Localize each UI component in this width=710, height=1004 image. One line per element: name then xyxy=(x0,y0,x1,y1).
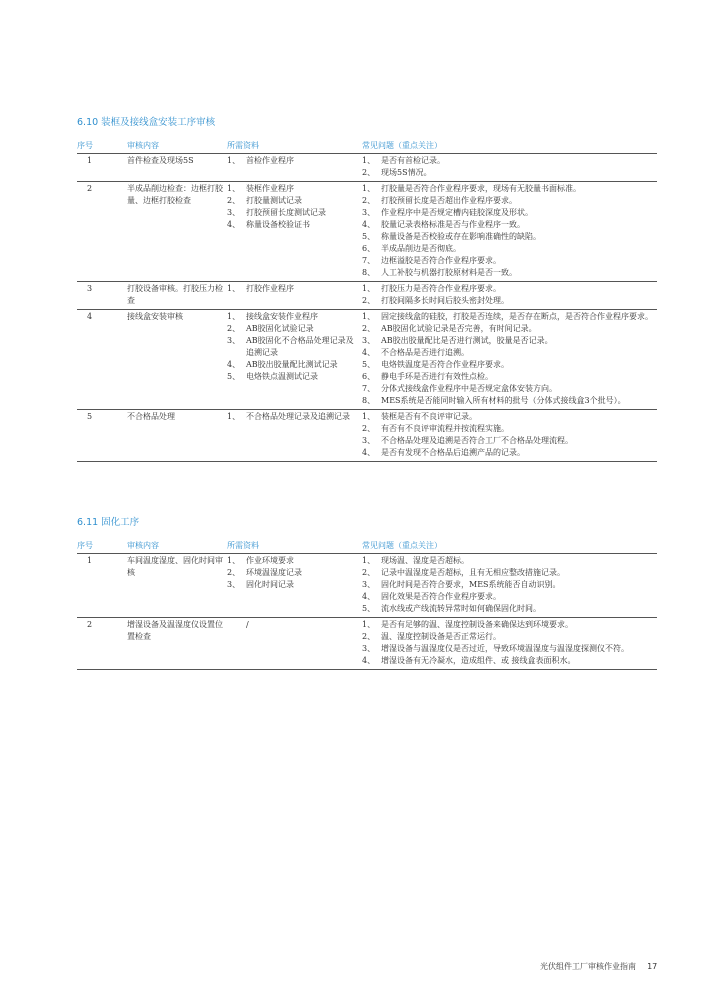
common-issues xyxy=(362,411,657,459)
item-number: 5、 xyxy=(362,232,376,241)
issue-item xyxy=(362,267,657,279)
doc-item xyxy=(227,619,358,631)
audit-content: 首件检查及现场5S xyxy=(127,156,194,165)
item-text: 是否有足够的温、湿度控制设备来确保达到环境要求。 xyxy=(381,620,573,629)
item-text: 固定接线盒的硅胶，打胶是否连续，是否存在断点，是否符合作业程序要求。 xyxy=(381,312,653,321)
item-text: 装框是否有不良评审记录。 xyxy=(381,412,477,421)
doc-item xyxy=(227,207,358,219)
table-row xyxy=(77,410,657,462)
issue-item xyxy=(362,631,657,643)
page-footer xyxy=(540,961,657,973)
section-title: 6.10 装框及接线盒安装工序审核 xyxy=(77,117,216,128)
item-number: 8、 xyxy=(362,268,376,277)
item-text: 打胶间隔多长时间后胶头密封处理。 xyxy=(381,296,509,305)
item-text: 是否有首检记录。 xyxy=(381,156,445,165)
item-text: / xyxy=(246,620,249,629)
section-title: 6.11 固化工序 xyxy=(77,517,140,528)
row-number: 4 xyxy=(87,312,93,321)
issue-item xyxy=(362,167,657,179)
item-number: 7、 xyxy=(362,256,376,265)
required-docs xyxy=(227,183,362,279)
footer-text: 光伏组件工厂审核作业指南 xyxy=(540,962,636,971)
item-number: 1、 xyxy=(362,412,376,421)
item-number: 2、 xyxy=(362,324,376,333)
item-text: AB胶固化不合格品处理记录及追溯记录 xyxy=(246,336,354,357)
issue-item xyxy=(362,567,657,579)
doc-item xyxy=(227,195,358,207)
row-number: 3 xyxy=(87,284,93,293)
item-text: AB胶出胶量配比测试记录 xyxy=(246,360,338,369)
item-number: 5、 xyxy=(362,360,376,369)
doc-item xyxy=(227,567,358,579)
issue-item xyxy=(362,347,657,359)
item-text: AB胶固化试验记录 xyxy=(246,324,314,333)
issue-item xyxy=(362,371,657,383)
issue-item xyxy=(362,243,657,255)
required-docs xyxy=(227,283,362,307)
doc-item xyxy=(227,411,358,423)
row-number: 5 xyxy=(87,412,93,421)
required-docs xyxy=(227,619,362,667)
issue-item xyxy=(362,155,657,167)
row-number: 1 xyxy=(87,156,93,165)
item-number: 7、 xyxy=(362,384,376,393)
item-text: 电烙铁温度是否符合作业程序要求。 xyxy=(381,360,509,369)
item-text: 温、湿度控制设备是否正常运行。 xyxy=(381,632,501,641)
item-text: 胶量记录表格标准是否与作业程序一致。 xyxy=(381,220,525,229)
item-number: 2、 xyxy=(227,324,241,333)
item-number: 4、 xyxy=(362,656,376,665)
item-text: 首检作业程序 xyxy=(246,156,294,165)
item-text: 流水线或产线流转异常时如何确保固化时间。 xyxy=(381,604,541,613)
issue-item xyxy=(362,335,657,347)
row-number: 1 xyxy=(87,556,93,565)
common-issues xyxy=(362,155,657,179)
item-number: 4、 xyxy=(227,360,241,369)
item-number xyxy=(227,619,246,631)
required-docs xyxy=(227,155,362,179)
issue-item xyxy=(362,311,657,323)
issue-item xyxy=(362,383,657,395)
item-number: 1、 xyxy=(227,156,241,165)
issue-item xyxy=(362,219,657,231)
item-number: 6、 xyxy=(362,244,376,253)
item-text: 打胶预留长度是否超出作业程序要求。 xyxy=(381,196,517,205)
issue-item xyxy=(362,295,657,307)
item-number: 2、 xyxy=(227,568,241,577)
column-header: 所需资料 xyxy=(227,541,259,550)
audit-content: 打胶设备审核。打胶压力检查 xyxy=(127,284,223,305)
item-text: 固化时间记录 xyxy=(246,580,294,589)
item-number: 4、 xyxy=(362,592,376,601)
table-row xyxy=(77,154,657,182)
item-text: MES系统是否能同时输入所有材料的批号（分体式接线盒3个批号）。 xyxy=(381,396,626,405)
issue-item xyxy=(362,323,657,335)
doc-item xyxy=(227,311,358,323)
item-text: 电烙铁点温测试记录 xyxy=(246,372,318,381)
item-text: 作业程序中是否规定槽内硅胶深度及形状。 xyxy=(381,208,533,217)
doc-item xyxy=(227,155,358,167)
item-text: 有否有不良评审流程并按流程实施。 xyxy=(381,424,509,433)
issue-item xyxy=(362,423,657,435)
item-number: 3、 xyxy=(362,336,376,345)
item-number: 3、 xyxy=(362,644,376,653)
item-text: 打胶量是否符合作业程序要求，现场有无胶量书面标准。 xyxy=(381,184,581,193)
audit-content: 半成品削边检查：边框打胶量、边框打胶检查 xyxy=(127,184,223,205)
audit-content: 车间温度湿度、固化时间审核 xyxy=(127,556,223,577)
issue-item xyxy=(362,283,657,295)
item-text: 分体式接线盒作业程序中是否规定盒体安装方向。 xyxy=(381,384,557,393)
item-text: 半成品削边是否彻底。 xyxy=(381,244,461,253)
issue-item xyxy=(362,603,657,615)
issue-item xyxy=(362,195,657,207)
common-issues xyxy=(362,555,657,615)
item-number: 1、 xyxy=(227,184,241,193)
audit-content: 接线盒安装审核 xyxy=(127,312,183,321)
audit-table xyxy=(77,540,657,670)
required-docs xyxy=(227,311,362,407)
doc-item xyxy=(227,579,358,591)
item-text: 人工补胶与机器打胶原材料是否一致。 xyxy=(381,268,517,277)
column-header: 常见问题（重点关注） xyxy=(362,541,442,550)
doc-item xyxy=(227,219,358,231)
row-number: 2 xyxy=(87,620,93,629)
issue-item xyxy=(362,447,657,459)
issue-item xyxy=(362,207,657,219)
page-number: 17 xyxy=(647,962,658,971)
item-number: 3、 xyxy=(227,336,241,345)
item-text: 接线盒安装作业程序 xyxy=(246,312,318,321)
table-row xyxy=(77,182,657,282)
item-number: 1、 xyxy=(227,284,241,293)
item-text: 是否有发现不合格品后追溯产品的记录。 xyxy=(381,448,525,457)
item-number: 2、 xyxy=(362,168,376,177)
item-number: 1、 xyxy=(362,184,376,193)
item-text: 边框溢胶是否符合作业程序要求。 xyxy=(381,256,501,265)
table-row xyxy=(77,310,657,410)
item-number: 3、 xyxy=(362,436,376,445)
item-number: 5、 xyxy=(227,372,241,381)
item-number: 4、 xyxy=(362,220,376,229)
audit-table xyxy=(77,140,657,462)
item-number: 1、 xyxy=(227,412,241,421)
item-text: 静电手环是否进行有效性点检。 xyxy=(381,372,493,381)
issue-item xyxy=(362,183,657,195)
item-text: 不合格品处理及追溯是否符合工厂不合格品处理流程。 xyxy=(381,436,573,445)
item-number: 1、 xyxy=(362,620,376,629)
issue-item xyxy=(362,591,657,603)
table-row xyxy=(77,554,657,618)
item-number: 2、 xyxy=(362,568,376,577)
item-number: 3、 xyxy=(227,580,241,589)
issue-item xyxy=(362,579,657,591)
item-text: 现场5S情况。 xyxy=(381,168,432,177)
item-text: AB胶出胶量配比是否进行测试，胶量是否记录。 xyxy=(381,336,553,345)
issue-item xyxy=(362,619,657,631)
issue-item xyxy=(362,255,657,267)
column-header: 所需资料 xyxy=(227,141,259,150)
item-number: 2、 xyxy=(362,196,376,205)
table-row xyxy=(77,282,657,310)
item-number: 2、 xyxy=(227,196,241,205)
item-text: 打胶预留长度测试记录 xyxy=(246,208,326,217)
item-number: 6、 xyxy=(362,372,376,381)
item-number: 5、 xyxy=(362,604,376,613)
issue-item xyxy=(362,359,657,371)
item-number: 8、 xyxy=(362,396,376,405)
issue-item xyxy=(362,643,657,655)
item-text: 称量设备校验证书 xyxy=(246,220,310,229)
issue-item xyxy=(362,395,657,407)
doc-item xyxy=(227,359,358,371)
audit-content: 增湿设备及温湿度仪设置位置检查 xyxy=(127,620,223,641)
item-text: 增湿设备有无冷凝水，造成组件、或 接线盒表面积水。 xyxy=(381,656,576,665)
doc-item xyxy=(227,335,358,359)
item-text: 现场温、湿度是否超标。 xyxy=(381,556,469,565)
column-header: 审核内容 xyxy=(127,541,159,550)
item-number: 3、 xyxy=(362,208,376,217)
item-number: 4、 xyxy=(362,448,376,457)
item-text: 增湿设备与温湿度仪是否过近，导致环境温湿度与温湿度探测仪不符。 xyxy=(381,644,629,653)
column-header: 审核内容 xyxy=(127,141,159,150)
common-issues xyxy=(362,619,657,667)
column-header: 序号 xyxy=(77,141,93,150)
item-text: 固化效果是否符合作业程序要求。 xyxy=(381,592,501,601)
item-number: 3、 xyxy=(227,208,241,217)
doc-item xyxy=(227,555,358,567)
required-docs xyxy=(227,411,362,459)
item-text: 打胶压力是否符合作业程序要求。 xyxy=(381,284,501,293)
issue-item xyxy=(362,555,657,567)
item-text: 不合格品是否进行追溯。 xyxy=(381,348,469,357)
item-number: 1、 xyxy=(227,556,241,565)
item-text: 打胶量测试记录 xyxy=(246,196,302,205)
section-6-10 xyxy=(77,116,657,462)
common-issues xyxy=(362,311,657,407)
item-number: 1、 xyxy=(362,284,376,293)
section-6-11 xyxy=(77,516,657,670)
column-header: 序号 xyxy=(77,541,93,550)
audit-content: 不合格品处理 xyxy=(127,412,175,421)
item-text: 作业环境要求 xyxy=(246,556,294,565)
item-number: 1、 xyxy=(362,556,376,565)
table-header xyxy=(77,540,657,554)
item-text: AB胶固化试验记录是否完善，有时间记录。 xyxy=(381,324,537,333)
required-docs xyxy=(227,555,362,615)
item-text: 环境温湿度记录 xyxy=(246,568,302,577)
table-header xyxy=(77,140,657,154)
item-number: 4、 xyxy=(227,220,241,229)
item-text: 记录中温湿度是否超标，且有无相应整改措施记录。 xyxy=(381,568,565,577)
issue-item xyxy=(362,435,657,447)
doc-item xyxy=(227,183,358,195)
table-row xyxy=(77,618,657,670)
item-number: 1、 xyxy=(227,312,241,321)
issue-item xyxy=(362,411,657,423)
item-text: 固化时间是否符合要求，MES系统能否自动识别。 xyxy=(381,580,561,589)
item-number: 1、 xyxy=(362,156,376,165)
item-number: 1、 xyxy=(362,312,376,321)
column-header: 常见问题（重点关注） xyxy=(362,141,442,150)
item-text: 不合格品处理记录及追溯记录 xyxy=(246,412,350,421)
item-number: 2、 xyxy=(362,632,376,641)
item-number: 2、 xyxy=(362,296,376,305)
common-issues xyxy=(362,183,657,279)
common-issues xyxy=(362,283,657,307)
doc-item xyxy=(227,371,358,383)
item-number: 2、 xyxy=(362,424,376,433)
doc-item xyxy=(227,323,358,335)
item-number: 3、 xyxy=(362,580,376,589)
doc-item xyxy=(227,283,358,295)
row-number: 2 xyxy=(87,184,93,193)
issue-item xyxy=(362,655,657,667)
item-text: 打胶作业程序 xyxy=(246,284,294,293)
item-text: 称量设备是否校验或存在影响准确性的缺陷。 xyxy=(381,232,541,241)
item-text: 装框作业程序 xyxy=(246,184,294,193)
issue-item xyxy=(362,231,657,243)
item-number: 4、 xyxy=(362,348,376,357)
